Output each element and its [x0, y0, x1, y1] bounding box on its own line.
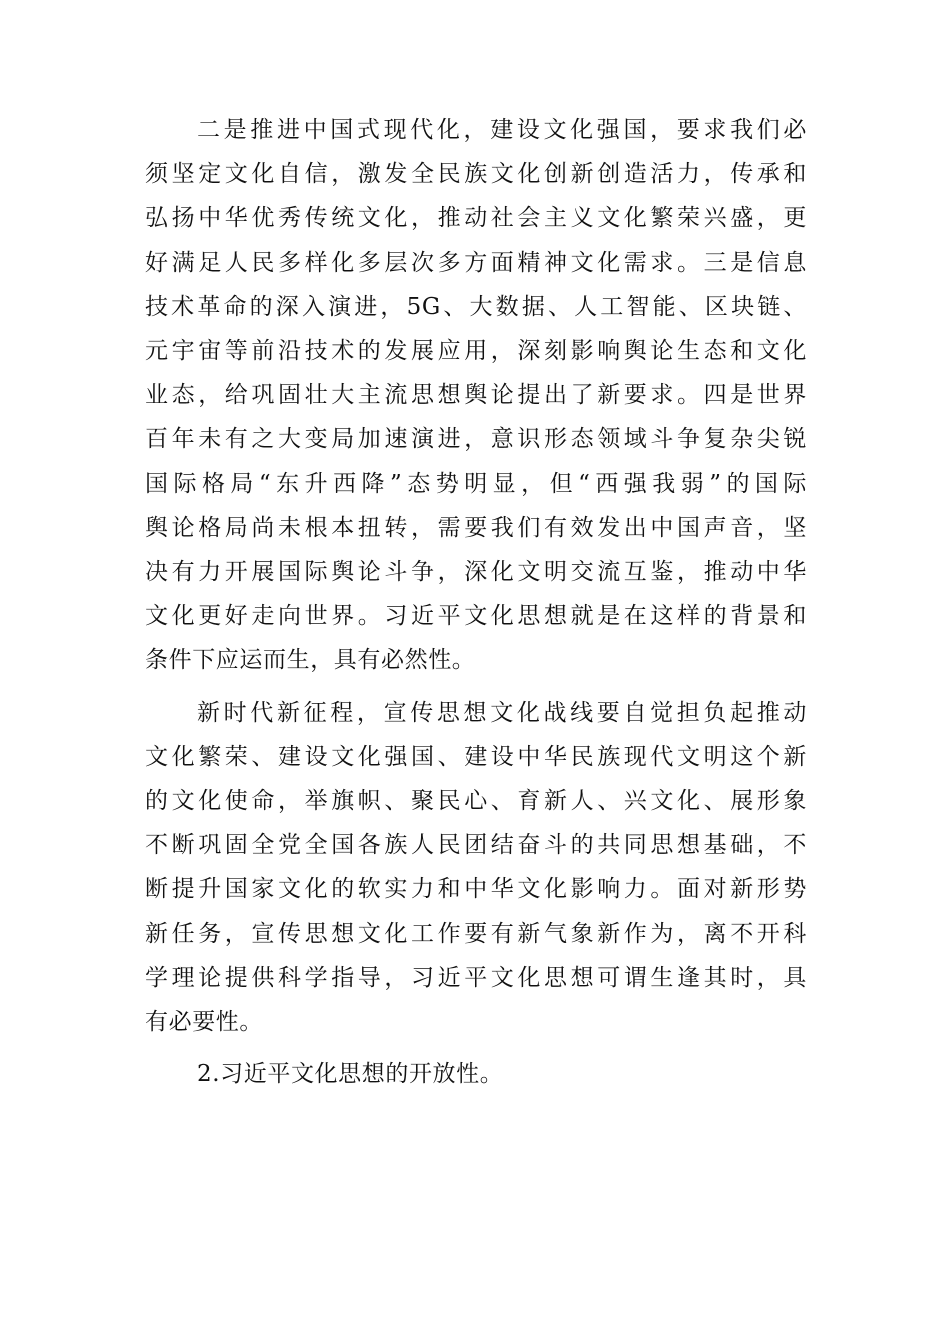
paragraph-line: 断提升国家文化的软实力和中华文化影响力。面对新形势	[145, 876, 807, 903]
paragraph-line: 须坚定文化自信，激发全民族文化创新创造活力，传承和	[145, 161, 807, 188]
paragraph-line: 的文化使命，举旗帜、聚民心、育新人、兴文化、展形象	[145, 788, 807, 815]
paragraph-line: 文化更好走向世界。习近平文化思想就是在这样的背景和	[145, 603, 807, 630]
paragraph-line: 不断巩固全党全国各族人民团结奋斗的共同思想基础，不	[145, 832, 807, 859]
paragraph-line: 新时代新征程，宣传思想文化战线要自觉担负起推动	[197, 699, 807, 726]
paragraph-line: 技术革命的深入演进，5G、大数据、人工智能、区块链、	[145, 293, 807, 320]
paragraph-line: 二是推进中国式现代化，建设文化强国，要求我们必	[197, 117, 807, 143]
paragraph-line: 百年未有之大变局加速演进，意识形态领域斗争复杂尖锐	[145, 426, 807, 453]
paragraph-1	[145, 108, 807, 683]
paragraph-line: 新任务，宣传思想文化工作要有新气象新作为，离不开科	[145, 920, 807, 947]
paragraph-line: 有必要性。	[145, 1009, 263, 1036]
paragraph-2	[145, 691, 807, 1045]
paragraph-line: 学理论提供科学指导，习近平文化思想可谓生逢其时，具	[145, 964, 807, 991]
paragraph-line: 弘扬中华优秀传统文化，推动社会主义文化繁荣兴盛，更	[145, 205, 807, 232]
document-body	[145, 108, 807, 1096]
paragraph-line: 业态，给巩固壮大主流思想舆论提出了新要求。四是世界	[145, 382, 807, 409]
paragraph-line: 国际格局“东升西降”态势明显，但“西强我弱”的国际	[145, 470, 807, 497]
paragraph-line: 决有力开展国际舆论斗争，深化文明交流互鉴，推动中华	[145, 559, 807, 586]
section-heading-text: 2.习近平文化思想的开放性。	[197, 1061, 504, 1088]
paragraph-line: 好满足人民多样化多层次多方面精神文化需求。三是信息	[145, 249, 807, 276]
paragraph-line: 文化繁荣、建设文化强国、建设中华民族现代文明这个新	[145, 743, 807, 770]
paragraph-line: 舆论格局尚未根本扭转，需要我们有效发出中国声音，坚	[145, 514, 807, 541]
paragraph-line: 元宇宙等前沿技术的发展应用，深刻影响舆论生态和文化	[145, 338, 807, 365]
section-heading	[145, 1052, 807, 1096]
paragraph-line: 条件下应运而生，具有必然性。	[145, 647, 476, 674]
